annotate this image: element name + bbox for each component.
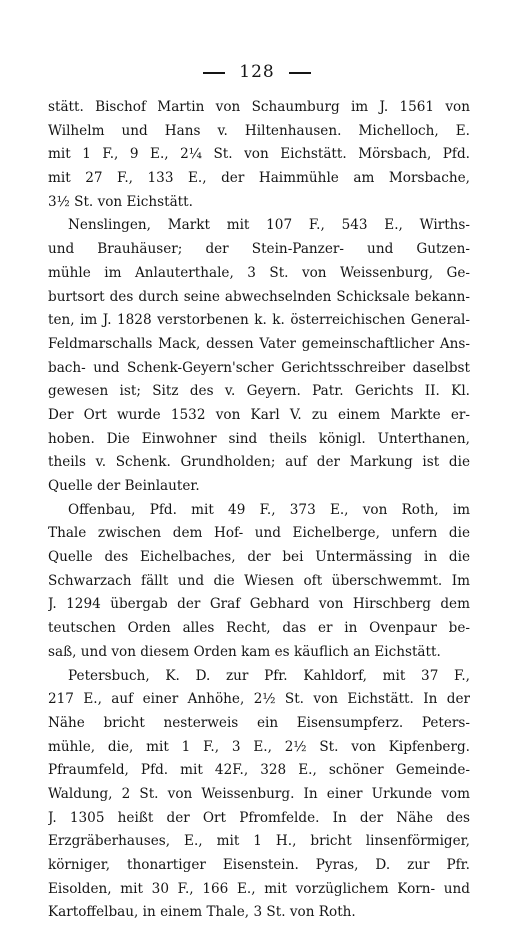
text-line: mühle, die, mit 1 F., 3 E., 2½ St. von Kipfenberg. xyxy=(48,738,470,755)
text-line: Der Ort wurde 1532 von Karl V. zu einem Markte er- xyxy=(48,406,470,423)
text-line: mühle im Anlauterthale, 3 St. von Weissenburg, Ge- xyxy=(48,264,470,281)
text-line: J. 1305 heißt der Ort Pfromfelde. In der Nähe des xyxy=(48,809,470,826)
text-line: Wilhelm und Hans v. Hiltenhausen. Michelloch, E. xyxy=(48,122,470,139)
right-dash xyxy=(289,72,311,74)
text-line: Petersbuch, K. D. zur Pfr. Kahldorf, mit 37 F., xyxy=(68,667,470,684)
text-line: Feldmarschalls Mack, dessen Vater gemeinschaftlicher Ans- xyxy=(48,335,470,352)
text-line: 217 E., auf einer Anhöhe, 2½ St. von Eichstätt. In der xyxy=(48,691,470,708)
text-line: burtsort des durch seine abwechselnden Schicksale bekann- xyxy=(48,288,470,305)
text-line: bach- und Schenk-Geyern'scher Gerichtsschreiber daselbst xyxy=(48,359,470,376)
text-line: mit 27 F., 133 E., der Haimmühle am Morsbache, xyxy=(48,170,470,187)
text-line: Thale zwischen dem Hof- und Eichelberge, unfern die xyxy=(48,525,470,542)
text-line: ten, im J. 1828 verstorbenen k. k. österreichischen General- xyxy=(48,312,470,329)
text-line: Eisolden, mit 30 F., 166 E., mit vorzüglichem Korn- und xyxy=(48,880,470,897)
text-line: 3½ St. von Eichstätt. xyxy=(48,193,193,210)
text-line: teutschen Orden alles Recht, das er in Ovenpaur be- xyxy=(48,620,470,637)
text-line: Quelle der Beinlauter. xyxy=(48,478,200,494)
text-line: saß, und von diesem Orden kam es käuflich an Eichstätt. xyxy=(48,643,441,660)
text-line: und Brauhäuser; der Stein-Panzer- und Gutzen- xyxy=(48,241,470,258)
text-line: Pfraumfeld, Pfd. mit 42F., 328 E., schöner Gemeinde- xyxy=(48,762,470,779)
text-line: Nenslingen, Markt mit 107 F., 543 E., Wirths- xyxy=(68,217,470,234)
text-line: gewesen ist; Sitz des v. Geyern. Patr. Gerichts II. Kl. xyxy=(48,383,470,400)
text-line: Waldung, 2 St. von Weissenburg. In einer Urkunde vom xyxy=(48,785,470,802)
page-header xyxy=(0,62,514,82)
text-line: stätt. Bischof Martin von Schaumburg im J. 1561 von xyxy=(48,99,470,115)
text-line: Schwarzach fällt und die Wiesen oft überschwemmt. Im xyxy=(48,572,470,589)
left-dash xyxy=(203,72,225,74)
text-line: Kartoffelbau, in einem Thale, 3 St. von Roth. xyxy=(48,904,356,921)
text-line: Quelle des Eichelbaches, der bei Untermässing in die xyxy=(48,549,470,566)
text-line: Offenbau, Pfd. mit 49 F., 373 E., von Roth, im xyxy=(68,501,470,518)
text-line: hoben. Die Einwohner sind theils königl. Unterthanen, xyxy=(48,430,470,447)
text-line: J. 1294 übergab der Graf Gebhard von Hirschberg dem xyxy=(48,596,470,613)
page-body-text xyxy=(48,96,470,925)
text-line: körniger, thonartiger Eisenstein. Pyras, D. zur Pfr. xyxy=(48,857,470,873)
page-number: 128 xyxy=(239,62,275,82)
text-line: Erzgräberhauses, E., mit 1 H., bricht linsenförmiger, xyxy=(48,833,470,850)
text-line: Nähe bricht nesterweis ein Eisensumpferz. Peters- xyxy=(48,714,470,731)
text-line: mit 1 F., 9 E., 2¼ St. von Eichstätt. Mörsbach, Pfd. xyxy=(48,146,470,163)
text-line: theils v. Schenk. Grundholden; auf der Markung ist die xyxy=(48,454,470,471)
